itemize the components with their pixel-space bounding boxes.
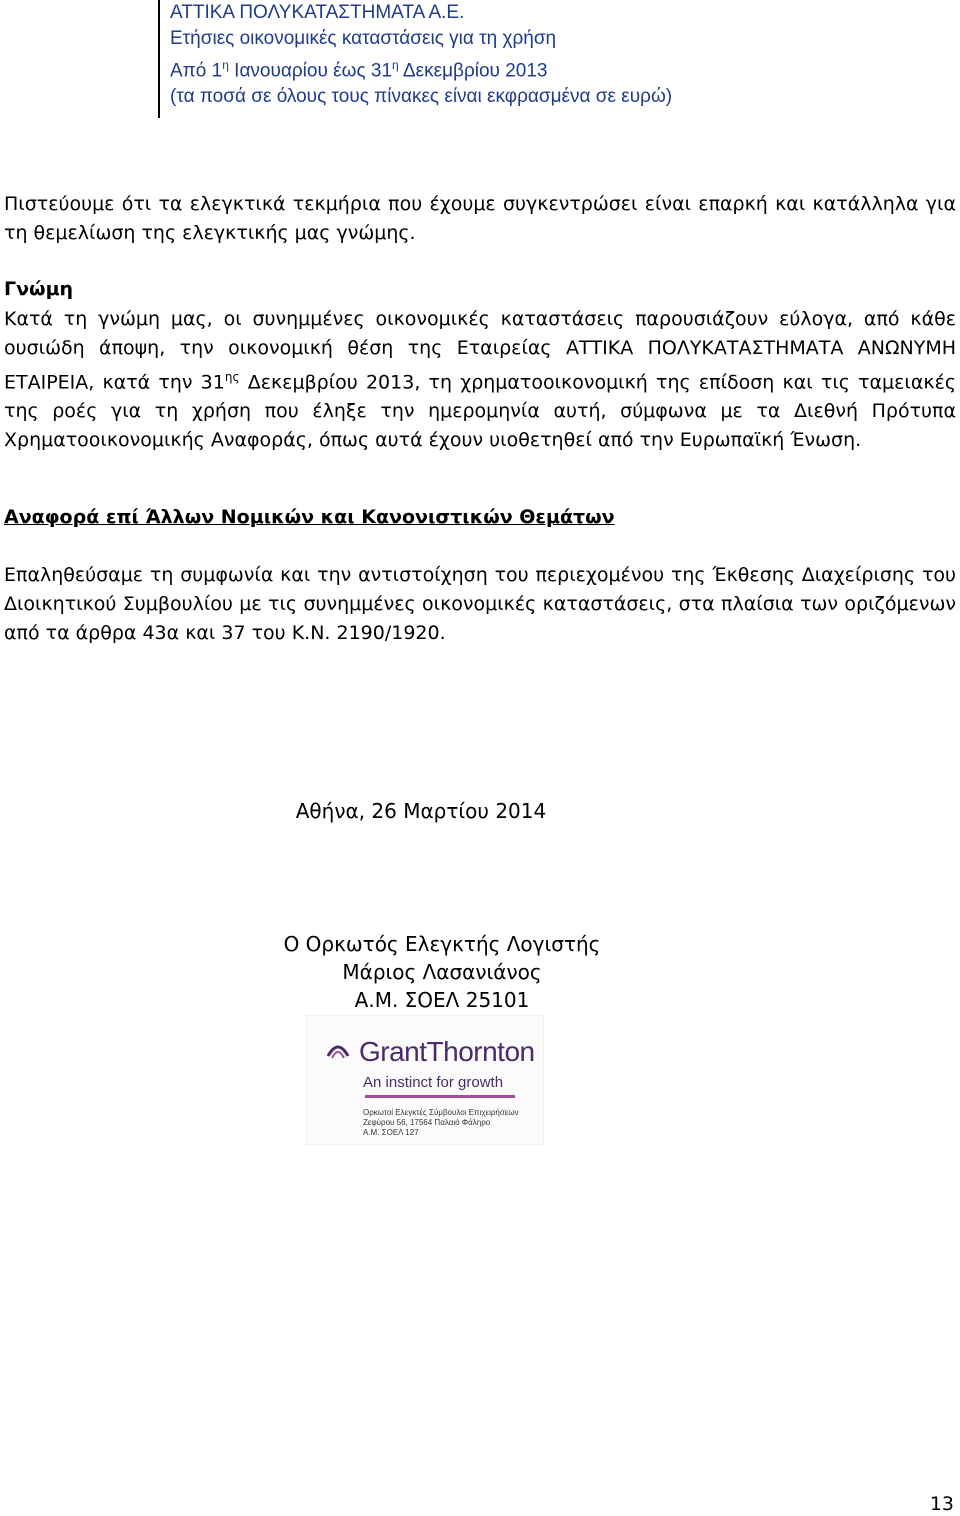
signature-title: Ο Ορκωτός Ελεγκτής Λογιστής <box>283 932 601 956</box>
opinion-heading: Γνώμη <box>4 278 74 300</box>
place-date: Αθήνα, 26 Μαρτίου 2014 <box>295 799 547 823</box>
logo-line1: Ορκωτοί Ελεγκτές Σύμβουλοι Επιχειρήσεων <box>363 1108 519 1117</box>
grant-thornton-stamp <box>306 1015 544 1145</box>
signature-registration: Α.Μ. ΣΟΕΛ 25101 <box>354 988 530 1012</box>
logo-line3: Α.Μ. ΣΟΕΛ 127 <box>363 1128 419 1137</box>
page-header <box>158 0 960 118</box>
grant-thornton-logo-icon <box>325 1036 351 1062</box>
company-name: ΑΤΤΙΚΑ ΠΟΛΥΚΑΤΑΣΤΗΜΑΤΑ Α.Ε. <box>170 2 465 23</box>
opinion-paragraph: Κατά τη γνώμη μας, οι συνημμένες οικονομικές καταστάσεις παρουσιάζουν εύλογα, από κάθε ουσιώδη άποψη, την οικονομική θέση της Εταιρείας ΑΤΤΙΚΑ ΠΟΛΥΚΑΤΑΣΤΗΜΑΤΑ ΑΝΩΝΥΜΗ ΕΤΑΙΡΕΙΑ, κατά την $31^{\eta\varsigma}$ Δεκεμβρίου 2013, τη χρηματοοικονομική της επίδοση και τις ταμειακές της ροές για τη χρήση που έληξε την ημερομηνία αυτή, σύμφωνα με τα Διεθνή Πρότυπα Χρηματοοικονομικής Αναφοράς, όπως αυτά έχουν υιοθετηθεί από την Ευρωπαϊκή Ένωση. <box>4 308 956 452</box>
currency-note: (τα ποσά σε όλους τους πίνακες είναι εκφρασμένα σε ευρώ) <box>170 86 673 108</box>
page-number: 13 <box>929 1493 954 1515</box>
logo-tagline: An instinct for growth <box>363 1074 504 1091</box>
intro-paragraph: Πιστεύουμε ότι τα ελεγκτικά τεκμήρια που έχουμε συγκεντρώσει είναι επαρκή και κατάλληλα για τη θεμελίωση της ελεγκτικής μας γνώμης. <box>4 193 956 244</box>
report-subtitle: Ετήσιες οικονομικές καταστάσεις για τη χρήση <box>170 28 557 49</box>
signature-name: Μάριος Λασανιάνος <box>342 960 542 984</box>
report-period: Από $1^\eta$ Ιανουαρίου έως $31^\eta$ Δεκεμβρίου 2013 <box>170 58 548 82</box>
logo-line2: Ζεφύρου 56, 17564 Παλαιό Φάληρο <box>363 1118 491 1127</box>
logo-brand: GrantThornton <box>359 1036 535 1067</box>
other-matters-paragraph: Επαληθεύσαμε τη συμφωνία και την αντιστοίχηση του περιεχομένου της Έκθεσης Διαχείρισης του Διοικητικού Συμβουλίου με τις συνημμένες οικονομικές καταστάσεις, στα πλαίσια των οριζόμενων από τα άρθρα 43α και 37 του Κ.Ν. 2190/1920. <box>4 564 956 644</box>
other-matters-heading: Αναφορά επί Άλλων Νομικών και Κανονιστικών Θεμάτων <box>4 506 615 528</box>
logo-underline <box>365 1095 515 1098</box>
